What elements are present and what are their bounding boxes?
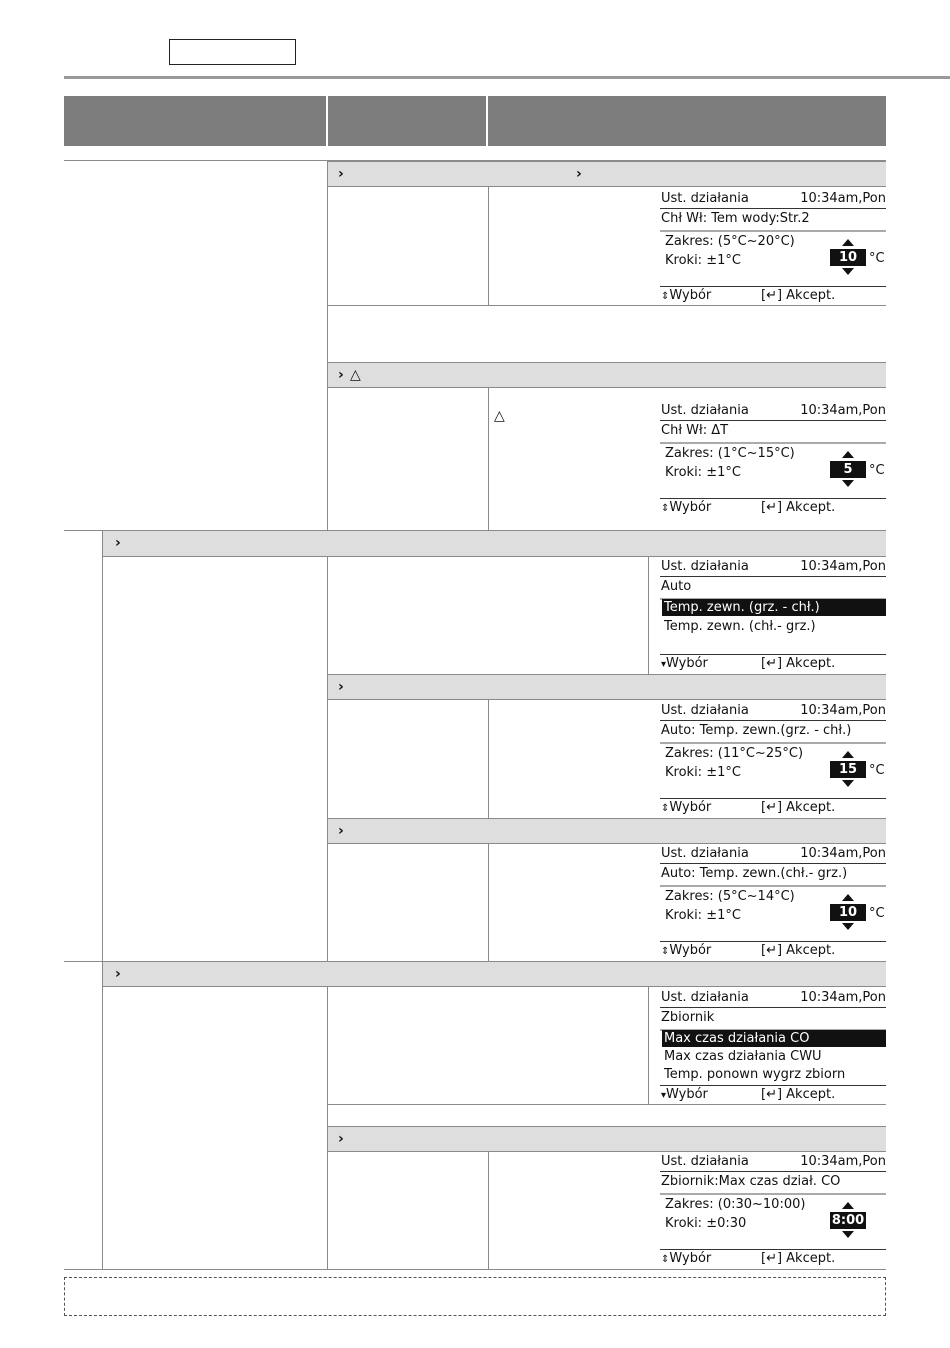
lcd-subtitle: Zbiornik:Max czas dział. CO (661, 1174, 841, 1189)
lcd-footer-left: Wybór (669, 288, 712, 303)
lcd-title: Ust. działania (661, 403, 749, 418)
lcd-separator (660, 742, 886, 744)
lcd-menu-item-selected: Max czas działania CO (662, 1030, 886, 1047)
arrow-up-icon (842, 451, 854, 458)
up-down-icon: ⇕ (661, 291, 670, 302)
lcd-separator (660, 1193, 886, 1195)
lcd-title-row (660, 403, 886, 421)
lcd-time: 10:34am,Pon (800, 559, 886, 574)
column-divider (327, 557, 328, 961)
note-box (64, 1277, 886, 1316)
arrow-up-icon (842, 1202, 854, 1209)
lcd-range: Zakres: (1°C~15°C) (665, 446, 795, 461)
chevron-icon: › (338, 1131, 344, 1147)
lcd-title-row (660, 559, 886, 577)
lcd-value: 8:00 (831, 1213, 865, 1228)
menu-path-band (328, 818, 886, 844)
lcd-footer (660, 498, 886, 515)
chevron-icon: › (115, 535, 121, 551)
chevron-icon: › (576, 166, 582, 182)
lcd-title-row (660, 990, 886, 1008)
column-divider (488, 1152, 489, 1269)
chevron-icon: › (115, 966, 121, 982)
lcd-range: Zakres: (0:30~10:00) (665, 1197, 806, 1212)
lcd-screen (660, 403, 886, 515)
chevron-icon: › (338, 679, 344, 695)
down-icon: ▾ (661, 659, 667, 670)
chevron-icon: › (338, 823, 344, 839)
lcd-footer-right: [↵] Akcept. (761, 1251, 836, 1266)
up-down-icon: ⇕ (661, 1254, 670, 1265)
lcd-step: Kroki: ±0:30 (665, 1216, 747, 1231)
lcd-menu-item: Temp. ponown wygrz zbiorn (664, 1067, 846, 1082)
lcd-footer (660, 286, 886, 303)
lcd-screen (660, 559, 886, 671)
table-bottom-rule (64, 1269, 886, 1270)
lcd-menu-item-selected: Temp. zewn. (grz. - chł.) (662, 599, 886, 616)
lcd-time: 10:34am,Pon (800, 846, 886, 861)
lcd-subtitle: Auto (661, 579, 692, 594)
arrow-down-icon (842, 268, 854, 275)
lcd-footer-left: Wybór (669, 943, 712, 958)
lcd-range: Zakres: (5°C~14°C) (665, 889, 795, 904)
column-divider (488, 700, 489, 818)
menu-path-band (328, 1126, 886, 1152)
lcd-subtitle: Zbiornik (661, 1010, 715, 1025)
arrow-up-icon (842, 751, 854, 758)
lcd-screen (660, 191, 886, 303)
lcd-subtitle: Chł Wł: Tem wody:Str.2 (661, 211, 810, 226)
lcd-unit: °C (869, 906, 885, 921)
arrow-up-icon (842, 239, 854, 246)
lcd-title: Ust. działania (661, 846, 749, 861)
lcd-value: 15 (830, 761, 866, 778)
lcd-footer-right: [↵] Akcept. (761, 1087, 836, 1102)
column-divider (648, 557, 649, 674)
lcd-footer (660, 1249, 886, 1266)
lcd-subtitle: Auto: Temp. zewn.(grz. - chł.) (661, 723, 852, 738)
menu-path-band (103, 961, 886, 987)
lcd-title: Ust. działania (661, 1154, 749, 1169)
lcd-footer-left: Wybór (669, 800, 712, 815)
lcd-subtitle: Auto: Temp. zewn.(chł.- grz.) (661, 866, 848, 881)
column-divider (648, 987, 649, 1104)
column-divider (488, 187, 489, 305)
lcd-subtitle: Chł Wł: ΔT (661, 423, 729, 438)
up-down-icon: ⇕ (661, 946, 670, 957)
column-divider (102, 961, 103, 1269)
lcd-footer-left: Wybór (669, 500, 712, 515)
lcd-footer (660, 798, 886, 815)
table-header-col1 (64, 96, 326, 146)
lcd-separator (660, 442, 886, 444)
lcd-title-row (660, 191, 886, 209)
lcd-footer-left: Wybór (666, 1087, 708, 1102)
lcd-screen (660, 1154, 886, 1266)
header-label-box (169, 39, 296, 65)
lcd-title: Ust. działania (661, 990, 749, 1005)
menu-path-band (328, 161, 886, 187)
down-icon: ▾ (661, 1090, 667, 1101)
lcd-value: 5 (830, 461, 866, 478)
lcd-step: Kroki: ±1°C (665, 465, 741, 480)
lcd-time: 10:34am,Pon (800, 1154, 886, 1169)
lcd-unit: °C (869, 463, 885, 478)
lcd-screen (660, 990, 886, 1102)
lcd-time: 10:34am,Pon (800, 191, 886, 206)
up-down-icon: ⇕ (661, 803, 670, 814)
lcd-separator (660, 230, 886, 232)
column-divider (327, 161, 328, 530)
menu-path-band (328, 362, 886, 388)
lcd-value: 10 (830, 249, 866, 266)
header-rule (64, 76, 950, 79)
arrow-down-icon (842, 923, 854, 930)
menu-path-band (103, 530, 886, 557)
lcd-range: Zakres: (5°C~20°C) (665, 234, 795, 249)
lcd-time: 10:34am,Pon (800, 703, 886, 718)
lcd-footer (660, 654, 886, 671)
lcd-footer-right: [↵] Akcept. (761, 943, 836, 958)
lcd-value: 10 (830, 904, 866, 921)
column-divider (102, 530, 103, 961)
lcd-footer-left: Wybór (669, 1251, 712, 1266)
lcd-screen (660, 846, 886, 958)
lcd-title-row (660, 846, 886, 864)
lcd-separator (660, 885, 886, 887)
lcd-time: 10:34am,Pon (800, 990, 886, 1005)
lcd-step: Kroki: ±1°C (665, 765, 741, 780)
lcd-time: 10:34am,Pon (800, 403, 886, 418)
row-divider (328, 1104, 886, 1105)
lcd-footer-right: [↵] Akcept. (761, 500, 836, 515)
lcd-footer (660, 941, 886, 958)
lcd-title: Ust. działania (661, 559, 749, 574)
lcd-footer-right: [↵] Akcept. (761, 288, 836, 303)
lcd-unit: °C (869, 763, 885, 778)
lcd-title: Ust. działania (661, 191, 749, 206)
arrow-down-icon (842, 780, 854, 787)
lcd-menu-item: Temp. zewn. (chł.- grz.) (664, 619, 816, 634)
lcd-menu-item: Max czas działania CWU (664, 1049, 822, 1064)
lcd-footer-right: [↵] Akcept. (761, 800, 836, 815)
lcd-title: Ust. działania (661, 703, 749, 718)
lcd-footer-right: [↵] Akcept. (761, 656, 836, 671)
delta-triangle-icon: △ (350, 367, 361, 383)
lcd-step: Kroki: ±1°C (665, 908, 741, 923)
table-header-col2 (328, 96, 486, 146)
up-down-icon: ⇕ (661, 503, 670, 514)
lcd-unit: °C (869, 251, 885, 266)
table-header-col3 (488, 96, 886, 146)
chevron-icon: › (338, 166, 344, 182)
lcd-screen (660, 703, 886, 815)
lcd-footer-left: Wybór (666, 656, 708, 671)
row-divider (328, 305, 886, 306)
column-divider (488, 388, 489, 530)
arrow-down-icon (842, 1231, 854, 1238)
chevron-icon: › (338, 367, 344, 383)
menu-path-band (328, 674, 886, 700)
delta-triangle-icon: △ (494, 408, 505, 424)
arrow-down-icon (842, 480, 854, 487)
column-divider (488, 844, 489, 961)
lcd-step: Kroki: ±1°C (665, 253, 741, 268)
lcd-range: Zakres: (11°C~25°C) (665, 746, 804, 761)
lcd-footer (660, 1085, 886, 1102)
lcd-title-row (660, 703, 886, 721)
arrow-up-icon (842, 894, 854, 901)
lcd-title-row (660, 1154, 886, 1172)
